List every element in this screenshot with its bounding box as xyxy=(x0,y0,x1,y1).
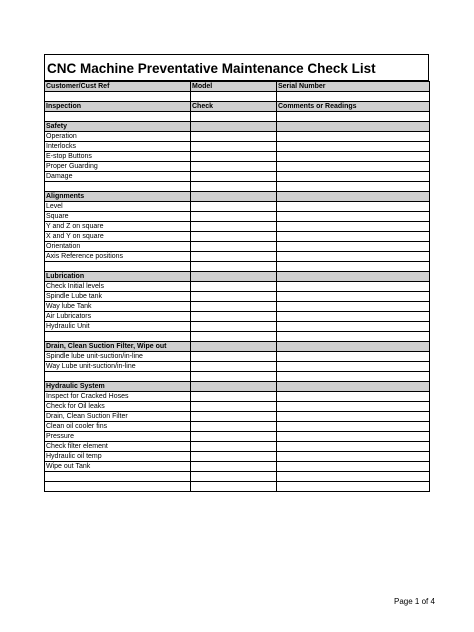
item-label: Axis Reference positions xyxy=(45,252,191,262)
customer-label: Customer/Cust Ref xyxy=(45,82,191,92)
check-cell[interactable] xyxy=(191,452,277,462)
comments-cell[interactable] xyxy=(277,292,430,302)
check-cell[interactable] xyxy=(191,192,277,202)
check-cell[interactable] xyxy=(191,442,277,452)
comments-cell[interactable] xyxy=(45,472,191,482)
item-label: Spindle Lube tank xyxy=(45,292,191,302)
comments-cell[interactable] xyxy=(277,192,430,202)
comments-cell[interactable] xyxy=(277,302,430,312)
check-cell[interactable] xyxy=(191,162,277,172)
item-label: Check Initial levels xyxy=(45,282,191,292)
item-label: Interlocks xyxy=(45,142,191,152)
item-label: Level xyxy=(45,202,191,212)
section-heading: Drain, Clean Suction Filter, Wipe out xyxy=(45,342,191,352)
check-cell[interactable] xyxy=(191,182,277,192)
comments-cell[interactable] xyxy=(277,462,430,472)
item-label: Way Lube unit-suction/in-line xyxy=(45,362,191,372)
item-label: Hydraulic oil temp xyxy=(45,452,191,462)
comments-cell[interactable] xyxy=(45,332,191,342)
checklist-item-row xyxy=(45,172,430,182)
comments-cell[interactable] xyxy=(45,482,191,492)
check-cell[interactable] xyxy=(191,412,277,422)
serial-number-label: Serial Number xyxy=(277,82,430,92)
item-label: Check filter element xyxy=(45,442,191,452)
item-label: Operation xyxy=(45,132,191,142)
section-heading-row xyxy=(45,382,430,392)
item-label: Wipe out Tank xyxy=(45,462,191,472)
check-cell[interactable] xyxy=(191,472,277,482)
checklist-item-row xyxy=(45,352,430,362)
item-label: Square xyxy=(45,212,191,222)
blank-row xyxy=(45,112,430,122)
comments-cell[interactable] xyxy=(277,342,430,352)
item-label: Way lube Tank xyxy=(45,302,191,312)
checklist-sheet xyxy=(44,54,429,492)
item-label: Pressure xyxy=(45,432,191,442)
comments-cell[interactable] xyxy=(277,352,430,362)
comments-cell[interactable] xyxy=(277,362,430,372)
checklist-item-row xyxy=(45,242,430,252)
item-label: Check for Oil leaks xyxy=(45,402,191,412)
comments-cell[interactable] xyxy=(45,262,191,272)
comments-cell[interactable] xyxy=(277,202,430,212)
item-label: E-stop Buttons xyxy=(45,152,191,162)
checklist-item-row xyxy=(45,212,430,222)
comments-cell[interactable] xyxy=(277,332,430,342)
comments-cell[interactable] xyxy=(277,262,430,272)
check-cell[interactable] xyxy=(191,352,277,362)
check-label: Check xyxy=(191,102,277,112)
checklist-item-row xyxy=(45,362,430,372)
comments-cell[interactable] xyxy=(277,232,430,242)
page-number: Page 1 of 4 xyxy=(394,597,435,606)
check-cell[interactable] xyxy=(191,272,277,282)
page-title: CNC Machine Preventative Maintenance Check List xyxy=(44,54,429,81)
checklist-item-row xyxy=(45,402,430,412)
checklist-item-row xyxy=(45,322,430,332)
check-cell[interactable] xyxy=(191,422,277,432)
item-label: Hydraulic Unit xyxy=(45,322,191,332)
item-label: Spindle lube unit-suction/in-line xyxy=(45,352,191,362)
blank-row xyxy=(45,482,430,492)
comments-cell[interactable] xyxy=(277,412,430,422)
check-cell[interactable] xyxy=(191,172,277,182)
check-cell[interactable] xyxy=(191,112,277,122)
comments-cell[interactable] xyxy=(277,182,430,192)
item-label: Inspect for Cracked Hoses xyxy=(45,392,191,402)
check-cell[interactable] xyxy=(191,332,277,342)
checklist-item-row xyxy=(45,392,430,402)
model-label: Model xyxy=(191,82,277,92)
comments-label: Comments or Readings xyxy=(277,102,430,112)
check-cell[interactable] xyxy=(191,252,277,262)
checklist-item-row xyxy=(45,232,430,242)
check-cell[interactable] xyxy=(191,292,277,302)
section-heading-row xyxy=(45,192,430,202)
item-label: Clean oil cooler fins xyxy=(45,422,191,432)
comments-cell[interactable] xyxy=(277,152,430,162)
check-cell[interactable] xyxy=(191,142,277,152)
item-label: Y and Z on square xyxy=(45,222,191,232)
checklist-item-row xyxy=(45,462,430,472)
comments-cell[interactable] xyxy=(277,132,430,142)
header-row-customer xyxy=(45,82,430,92)
check-cell[interactable] xyxy=(191,462,277,472)
checklist-item-row xyxy=(45,312,430,322)
comments-cell[interactable] xyxy=(45,92,191,102)
comments-cell[interactable] xyxy=(277,382,430,392)
comments-cell[interactable] xyxy=(277,272,430,282)
comments-cell[interactable] xyxy=(277,282,430,292)
item-label: X and Y on square xyxy=(45,232,191,242)
comments-cell[interactable] xyxy=(277,442,430,452)
comments-cell[interactable] xyxy=(277,392,430,402)
comments-cell[interactable] xyxy=(277,242,430,252)
section-heading: Hydraulic System xyxy=(45,382,191,392)
comments-cell[interactable] xyxy=(45,182,191,192)
checklist-table xyxy=(44,81,430,492)
check-cell[interactable] xyxy=(191,262,277,272)
item-label: Air Lubricators xyxy=(45,312,191,322)
checklist-item-row xyxy=(45,422,430,432)
comments-cell[interactable] xyxy=(277,452,430,462)
check-cell[interactable] xyxy=(191,322,277,332)
section-heading: Lubrication xyxy=(45,272,191,282)
item-label: Proper Guarding xyxy=(45,162,191,172)
check-cell[interactable] xyxy=(191,362,277,372)
item-label: Drain, Clean Suction Filter xyxy=(45,412,191,422)
check-cell[interactable] xyxy=(191,282,277,292)
comments-cell[interactable] xyxy=(45,112,191,122)
comments-cell[interactable] xyxy=(277,252,430,262)
checklist-item-row xyxy=(45,142,430,152)
check-cell[interactable] xyxy=(191,372,277,382)
comments-cell[interactable] xyxy=(277,482,430,492)
item-label: Damage xyxy=(45,172,191,182)
inspection-label: Inspection xyxy=(45,102,191,112)
blank-row xyxy=(45,182,430,192)
comments-cell[interactable] xyxy=(277,422,430,432)
checklist-item-row xyxy=(45,152,430,162)
section-heading: Safety xyxy=(45,122,191,132)
checklist-item-row xyxy=(45,292,430,302)
comments-cell[interactable] xyxy=(277,142,430,152)
checklist-item-row xyxy=(45,132,430,142)
check-cell[interactable] xyxy=(191,432,277,442)
comments-cell[interactable] xyxy=(45,372,191,382)
check-cell[interactable] xyxy=(191,312,277,322)
check-cell[interactable] xyxy=(191,122,277,132)
check-cell[interactable] xyxy=(191,92,277,102)
check-cell[interactable] xyxy=(191,152,277,162)
item-label: Orientation xyxy=(45,242,191,252)
section-heading-row xyxy=(45,122,430,132)
comments-cell[interactable] xyxy=(277,162,430,172)
blank-row xyxy=(45,372,430,382)
checklist-item-row xyxy=(45,302,430,312)
check-cell[interactable] xyxy=(191,402,277,412)
check-cell[interactable] xyxy=(191,212,277,222)
checklist-item-row xyxy=(45,252,430,262)
check-cell[interactable] xyxy=(191,302,277,312)
comments-cell[interactable] xyxy=(277,402,430,412)
blank-row xyxy=(45,332,430,342)
blank-row xyxy=(45,92,430,102)
section-heading-row xyxy=(45,342,430,352)
comments-cell[interactable] xyxy=(277,112,430,122)
checklist-item-row xyxy=(45,412,430,422)
check-cell[interactable] xyxy=(191,202,277,212)
checklist-item-row xyxy=(45,452,430,462)
check-cell[interactable] xyxy=(191,242,277,252)
blank-row xyxy=(45,472,430,482)
header-row-inspection xyxy=(45,102,430,112)
check-cell[interactable] xyxy=(191,342,277,352)
checklist-item-row xyxy=(45,222,430,232)
blank-row xyxy=(45,262,430,272)
checklist-item-row xyxy=(45,442,430,452)
checklist-item-row xyxy=(45,282,430,292)
comments-cell[interactable] xyxy=(277,222,430,232)
check-cell[interactable] xyxy=(191,382,277,392)
comments-cell[interactable] xyxy=(277,372,430,382)
comments-cell[interactable] xyxy=(277,432,430,442)
checklist-item-row xyxy=(45,162,430,172)
check-cell[interactable] xyxy=(191,482,277,492)
check-cell[interactable] xyxy=(191,132,277,142)
comments-cell[interactable] xyxy=(277,122,430,132)
checklist-item-row xyxy=(45,432,430,442)
comments-cell[interactable] xyxy=(277,212,430,222)
comments-cell[interactable] xyxy=(277,322,430,332)
section-heading-row xyxy=(45,272,430,282)
section-heading: Alignments xyxy=(45,192,191,202)
check-cell[interactable] xyxy=(191,392,277,402)
comments-cell[interactable] xyxy=(277,472,430,482)
comments-cell[interactable] xyxy=(277,172,430,182)
checklist-item-row xyxy=(45,202,430,212)
comments-cell[interactable] xyxy=(277,312,430,322)
comments-cell[interactable] xyxy=(277,92,430,102)
check-cell[interactable] xyxy=(191,232,277,242)
check-cell[interactable] xyxy=(191,222,277,232)
